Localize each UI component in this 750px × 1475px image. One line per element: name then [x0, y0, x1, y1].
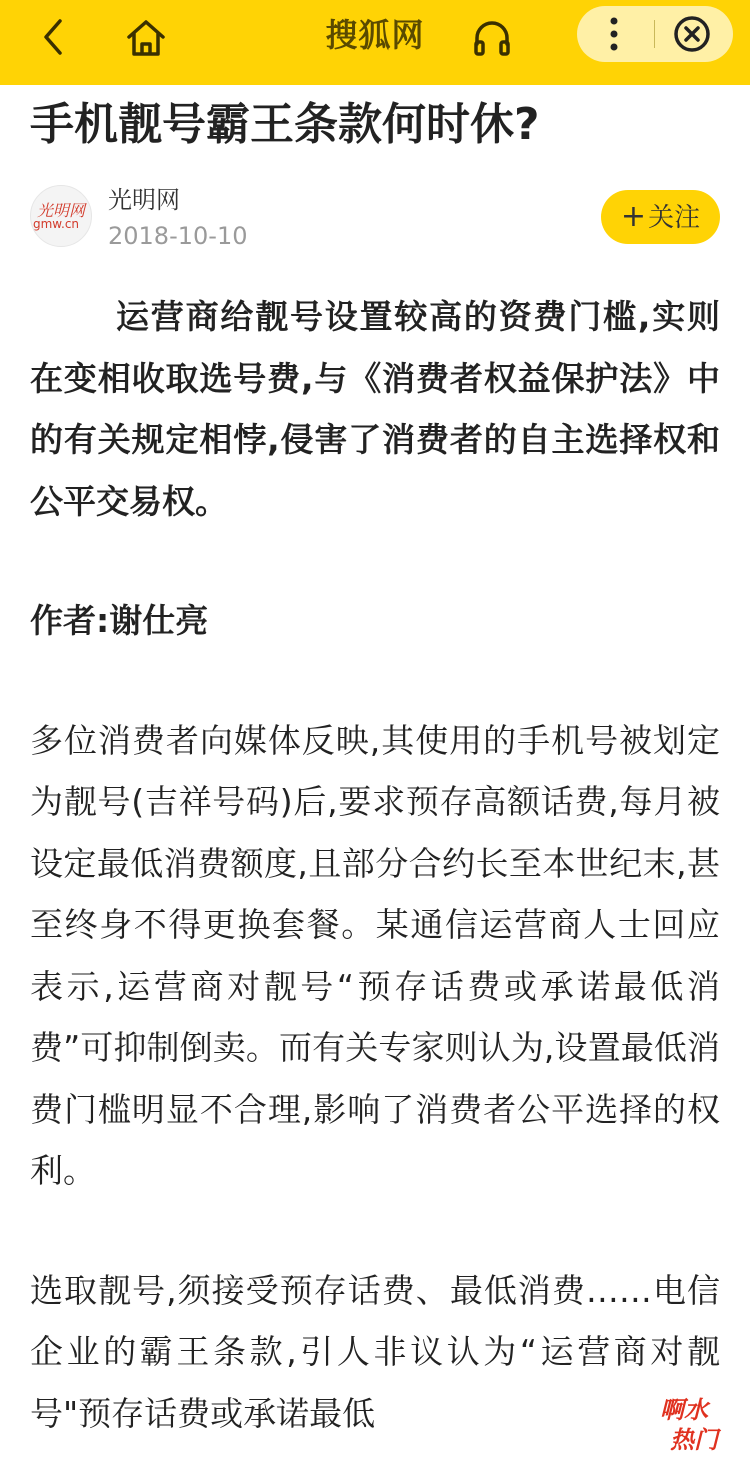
site-title: 搜狐网: [325, 16, 425, 54]
svg-text:啊水: 啊水: [660, 1396, 708, 1424]
source-name[interactable]: 光明网: [108, 186, 180, 214]
back-button[interactable]: [28, 12, 78, 62]
more-button[interactable]: [589, 9, 639, 59]
body-paragraph: 多位消费者向媒体反映,其使用的手机号被划定为靓号(吉祥号码)后,要求预存高额话费,每月被设定最低消费额度,且部分合约长至本世纪末,甚至终身不得更换套餐。某通信运营商人士回应表示,运营商对靓号“预存话费或承诺最低消费”可抑制倒卖。而有关专家则认为,设置最低消费门槛明显不合理,影响了消费者公平选择的权利。: [30, 720, 720, 1190]
follow-button[interactable]: [601, 190, 720, 244]
body-paragraph: 选取靓号,须接受预存话费、最低消费……电信企业的霸王条款,引人非议认为“运营商对靓号"预存话费或承诺最低: [30, 1270, 720, 1433]
publish-date: 2018-10-10: [108, 222, 248, 250]
home-button[interactable]: [118, 10, 174, 66]
audio-button[interactable]: [464, 10, 520, 66]
byline: 作者:谢仕亮: [30, 601, 209, 640]
headphones-icon: [470, 16, 514, 60]
article-title: 手机靓号霸王条款何时休?: [30, 99, 540, 150]
plus-icon: +: [620, 199, 647, 234]
more-dots-icon: [609, 16, 619, 52]
close-circle-icon: [673, 15, 711, 53]
lead-paragraph: 运营商给靓号设置较高的资费门槛,实则在变相收取选号费,与《消费者权益保护法》中的有关规定相悖,侵害了消费者的自主选择权和公平交易权。: [30, 297, 720, 521]
home-icon: [124, 16, 168, 60]
back-arrow-icon: [38, 17, 68, 57]
article-content: [30, 286, 720, 1444]
mini-program-capsule: [577, 6, 733, 62]
capsule-divider: [654, 20, 655, 48]
svg-text:gmw.cn: gmw.cn: [33, 217, 80, 231]
top-navigation-bar: [0, 0, 750, 85]
source-logo: [31, 186, 91, 246]
svg-text:光明网: 光明网: [37, 201, 86, 220]
author-row: [30, 185, 720, 255]
source-avatar[interactable]: [30, 185, 92, 247]
follow-label: 关注: [648, 203, 701, 233]
svg-text:热门: 热门: [670, 1426, 718, 1454]
watermark-logo: [656, 1388, 736, 1458]
close-button[interactable]: [667, 9, 717, 59]
